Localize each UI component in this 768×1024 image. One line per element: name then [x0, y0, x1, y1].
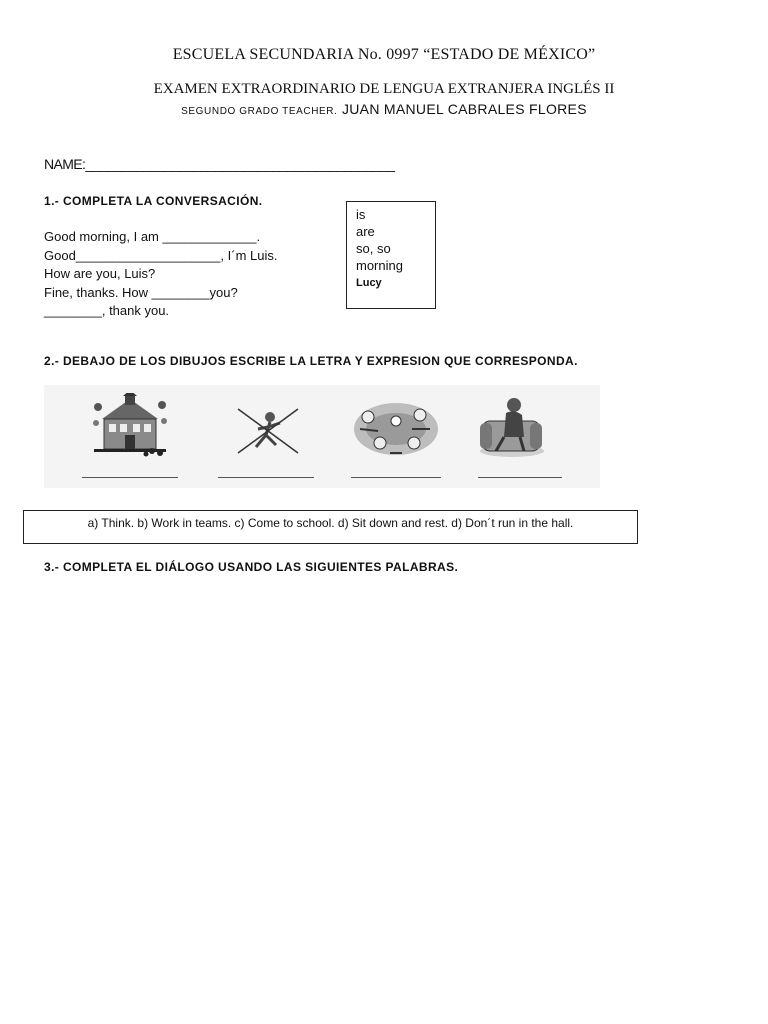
exam-title: EXAMEN EXTRAORDINARIO DE LENGUA EXTRANJERA INGLÉS II [153, 81, 615, 97]
word-bank-item: is [356, 207, 366, 222]
conversation-line: ________, thank you. [44, 303, 170, 318]
no-running-icon [236, 407, 300, 455]
answer-blank[interactable] [351, 477, 441, 478]
options-box [23, 510, 638, 544]
section3-heading: 3.- COMPLETA EL DIÁLOGO USANDO LAS SIGUIENTES PALABRAS. [44, 560, 459, 574]
word-bank-item: Lucy [356, 277, 382, 289]
pictures-strip [44, 385, 600, 488]
grade-label: SEGUNDO GRADO TEACHER. [181, 106, 338, 117]
grade-teacher-line [0, 101, 768, 119]
resting-woman-icon [474, 393, 550, 459]
answer-blank[interactable] [82, 477, 178, 478]
answer-blank[interactable] [218, 477, 314, 478]
school-icon [92, 393, 168, 459]
conversation-line: Good morning, I am _____________. [44, 229, 261, 244]
teacher-name: JUAN MANUEL CABRALES FLORES [341, 101, 587, 117]
word-bank-item: so, so [356, 241, 391, 256]
section1-heading: 1.- COMPLETA LA CONVERSACIÓN. [44, 194, 263, 208]
name-field: NAME:___________________________________________ [44, 156, 395, 172]
word-bank-item: are [356, 224, 375, 239]
teamwork-icon [350, 399, 442, 459]
conversation-line: Good____________________, I´m Luis. [44, 247, 278, 263]
conversation-line: Fine, thanks. How ________you? [44, 284, 238, 300]
word-bank-item: morning [356, 258, 403, 273]
section2-heading: 2.- DEBAJO DE LOS DIBUJOS ESCRIBE LA LETRA Y EXPRESION QUE CORRESPONDA. [44, 354, 578, 368]
answer-blank[interactable] [478, 477, 562, 478]
conversation-line: How are you, Luis? [44, 266, 156, 281]
conversation [44, 228, 277, 321]
options-text: a) Think. b) Work in teams. c) Come to school. d) Sit down and rest. d) Don´t run in the hall. [87, 516, 574, 530]
word-bank [346, 201, 436, 309]
school-title: ESCUELA SECUNDARIA No. 0997 “ESTADO DE MÉXICO” [172, 46, 596, 63]
